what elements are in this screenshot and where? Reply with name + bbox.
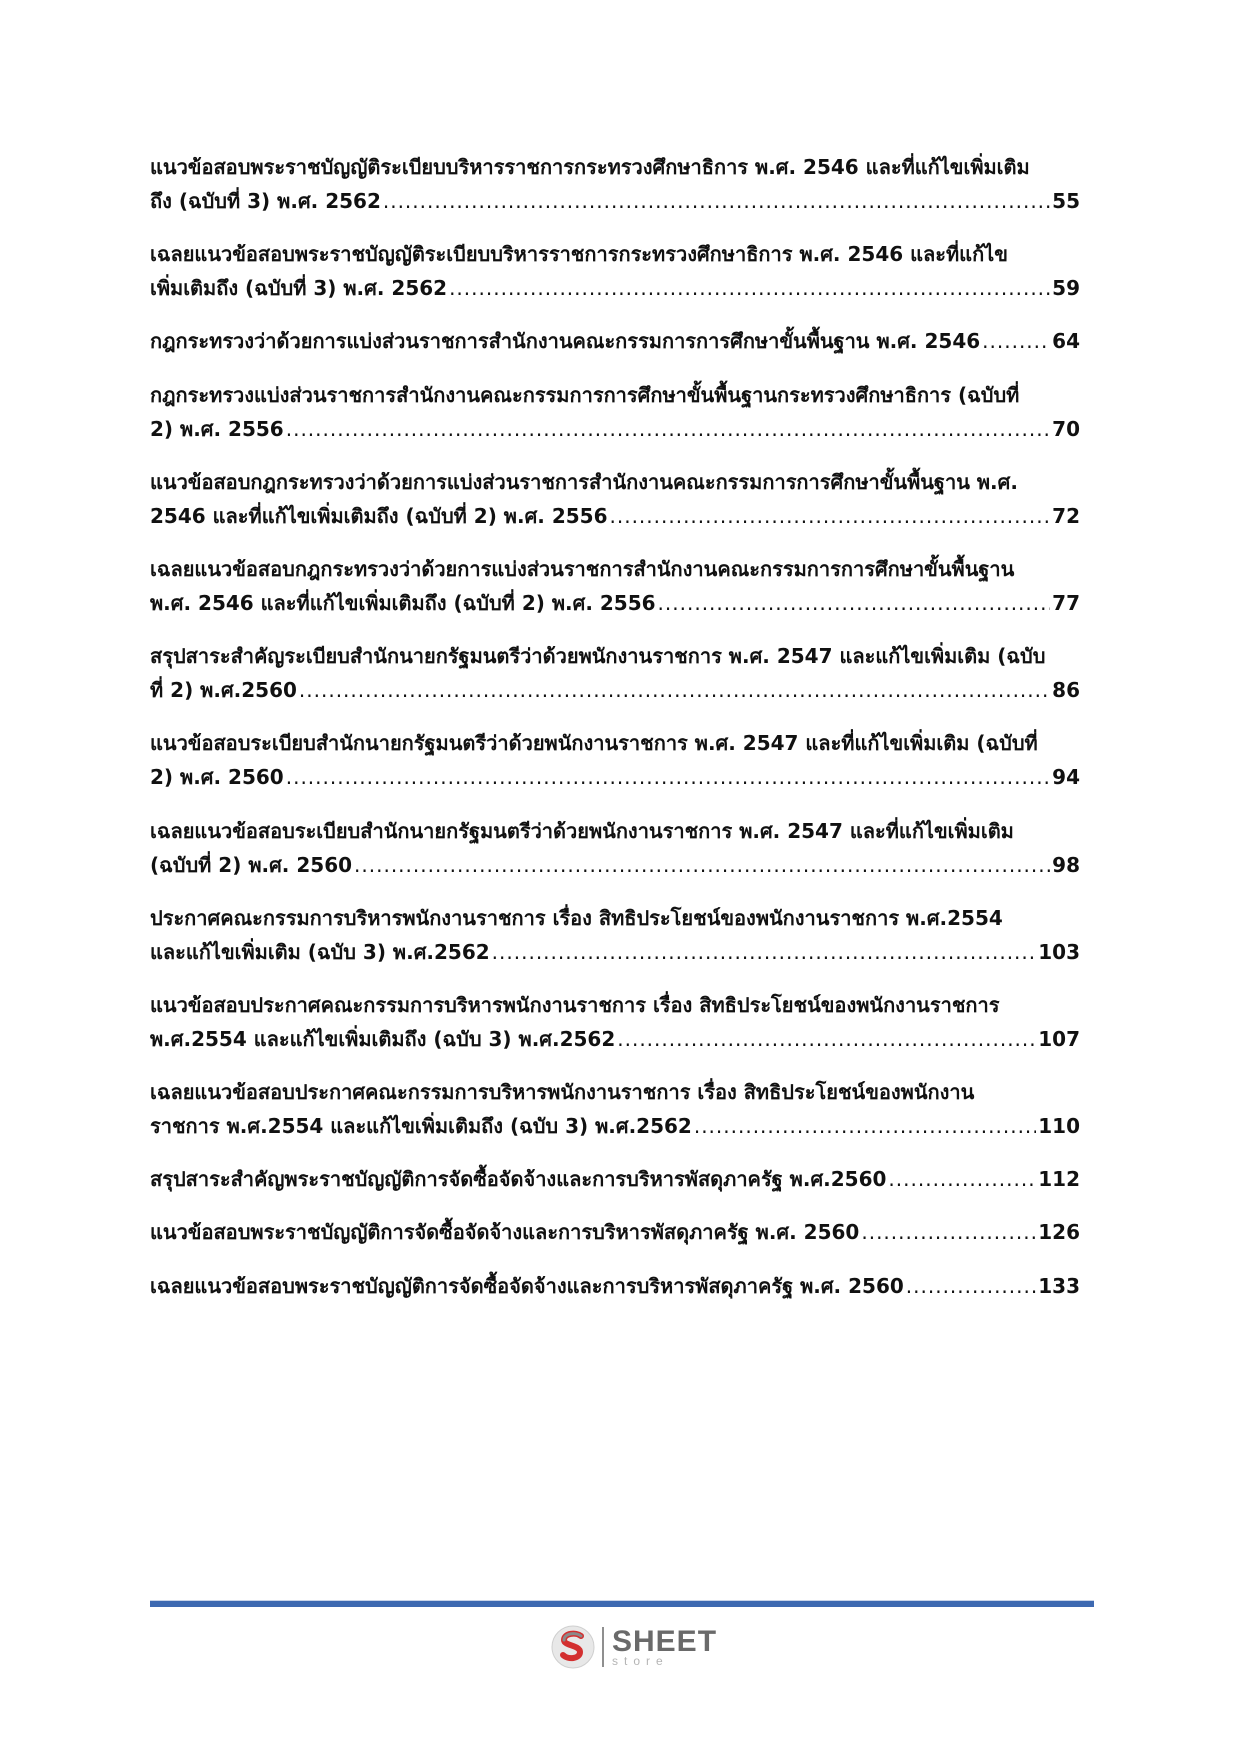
toc-entry-title-line: พ.ศ. 2546 และที่แก้ไขเพิ่มเติมถึง (ฉบับที่ 2) พ.ศ. 2556 [150, 590, 656, 615]
toc-entry[interactable] [150, 1075, 1080, 1143]
toc-dot-leader [617, 1022, 1036, 1056]
toc-dot-leader [383, 184, 1050, 218]
toc-entry[interactable] [150, 150, 1080, 218]
toc-entry-title-line: แนวข้อสอบพระราชบัญญัติการจัดซื้อจัดจ้างและการบริหารพัสดุภาครัฐ พ.ศ. 2560 [150, 1220, 860, 1245]
toc-dot-leader [982, 324, 1050, 358]
toc-page-number: 112 [1038, 1167, 1080, 1192]
toc-entry[interactable] [150, 465, 1080, 533]
toc-dot-leader [299, 673, 1050, 707]
toc-entry-title-line: เฉลยแนวข้อสอบพระราชบัญญัติการจัดซื้อจัดจ้างและการบริหารพัสดุภาครัฐ พ.ศ. 2560 [150, 1273, 904, 1298]
toc-page-number: 72 [1052, 503, 1080, 528]
toc-entry-title-line: สรุปสาระสำคัญพระราชบัญญัติการจัดซื้อจัดจ้างและการบริหารพัสดุภาครัฐ พ.ศ.2560 [150, 1167, 887, 1192]
toc-page-number: 55 [1052, 189, 1080, 213]
toc-entry-title-line: เพิ่มเติมถึง (ฉบับที่ 3) พ.ศ. 2562 [150, 276, 448, 301]
toc-entry[interactable] [150, 1162, 1080, 1196]
toc-entry-last-line [150, 586, 1080, 620]
toc-entry[interactable] [150, 988, 1080, 1056]
toc-entry-title-line: พ.ศ.2554 และแก้ไขเพิ่มเติมถึง (ฉบับ 3) พ.ศ.2562 [150, 1026, 616, 1051]
toc-entry-last-line [150, 1109, 1080, 1143]
logo-separator [602, 1627, 604, 1667]
toc-entry-title-line: ราชการ พ.ศ.2554 และแก้ไขเพิ่มเติมถึง (ฉบับ 3) พ.ศ.2562 [150, 1114, 692, 1139]
toc-dot-leader [449, 271, 1050, 305]
toc-entry[interactable] [150, 324, 1080, 358]
toc-entry-title-line: ประกาศคณะกรรมการบริหารพนักงานราชการ เรื่อง สิทธิประโยชน์ของพนักงานราชการ พ.ศ.2554 [150, 905, 1003, 930]
logo-word: SHEET [612, 1625, 718, 1658]
toc-page-number: 77 [1052, 590, 1080, 615]
toc-entry-title-line: เฉลยแนวข้อสอบระเบียบสำนักนายกรัฐมนตรีว่าด้วยพนักงานราชการ พ.ศ. 2547 และที่แก้ไขเพิ่มเติม [150, 818, 1014, 843]
toc-entry-title-line: สรุปสาระสำคัญระเบียบสำนักนายกรัฐมนตรีว่าด้วยพนักงานราชการ พ.ศ. 2547 และแก้ไขเพิ่มเติม (ฉบับ [150, 644, 1046, 669]
toc-entry-last-line [150, 935, 1080, 969]
sheet-store-logo-icon [550, 1624, 596, 1670]
toc-entry[interactable] [150, 378, 1080, 446]
toc-page-number: 70 [1052, 416, 1080, 441]
toc-entry-title-line: กฎกระทรวงว่าด้วยการแบ่งส่วนราชการสำนักงานคณะกรรมการการศึกษาขั้นพื้นฐาน พ.ศ. 2546 [150, 329, 981, 354]
table-of-contents [150, 150, 1080, 1322]
toc-entry[interactable] [150, 237, 1080, 305]
toc-page-number: 103 [1038, 939, 1080, 964]
toc-dot-leader [658, 586, 1051, 620]
toc-dot-leader [286, 412, 1050, 446]
toc-dot-leader [861, 1215, 1036, 1249]
toc-entry-last-line [150, 1022, 1080, 1056]
toc-entry-last-line [150, 1269, 1080, 1303]
toc-entry-last-line [150, 324, 1080, 358]
toc-entry-title-line: เฉลยแนวข้อสอบกฎกระทรวงว่าด้วยการแบ่งส่วนราชการสำนักงานคณะกรรมการการศึกษาขั้นพื้นฐาน [150, 556, 1015, 581]
toc-entry-title-line: กฎกระทรวงแบ่งส่วนราชการสำนักงานคณะกรรมการการศึกษาขั้นพื้นฐานกระทรวงศึกษาธิการ (ฉบับที่ [150, 382, 1020, 407]
logo-sub: store [612, 1654, 669, 1668]
toc-entry-title-line: แนวข้อสอบพระราชบัญญัติระเบียบบริหารราชการกระทรวงศึกษาธิการ พ.ศ. 2546 และที่แก้ไขเพิ่มเติม [150, 155, 1030, 179]
toc-page-number: 59 [1052, 276, 1080, 301]
toc-entry-title-line: แนวข้อสอบประกาศคณะกรรมการบริหารพนักงานราชการ เรื่อง สิทธิประโยชน์ของพนักงานราชการ [150, 992, 1000, 1017]
toc-page-number: 110 [1038, 1114, 1080, 1139]
toc-entry-title-line: แนวข้อสอบระเบียบสำนักนายกรัฐมนตรีว่าด้วยพนักงานราชการ พ.ศ. 2547 และที่แก้ไขเพิ่มเติม (ฉบับที่ [150, 731, 1038, 756]
toc-entry[interactable] [150, 1215, 1080, 1249]
toc-entry-last-line [150, 1162, 1080, 1196]
toc-page-number: 133 [1038, 1273, 1080, 1298]
toc-page-number: 86 [1052, 678, 1080, 703]
toc-entry[interactable] [150, 726, 1080, 794]
footer-divider [150, 1600, 1094, 1607]
toc-entry-title-line: 2546 และที่แก้ไขเพิ่มเติมถึง (ฉบับที่ 2) พ.ศ. 2556 [150, 503, 608, 528]
logo-wordmark [612, 1627, 717, 1667]
toc-page-number: 107 [1038, 1026, 1080, 1051]
toc-entry-title-line: 2) พ.ศ. 2556 [150, 416, 284, 441]
toc-entry-title-line: เฉลยแนวข้อสอบประกาศคณะกรรมการบริหารพนักงานราชการ เรื่อง สิทธิประโยชน์ของพนักงาน [150, 1080, 975, 1105]
toc-page-number: 126 [1038, 1220, 1080, 1245]
toc-entry[interactable] [150, 639, 1080, 707]
toc-entry-title-line: และแก้ไขเพิ่มเติม (ฉบับ 3) พ.ศ.2562 [150, 939, 490, 964]
toc-entry-last-line [150, 848, 1080, 882]
toc-entry-last-line [150, 271, 1080, 305]
toc-dot-leader [610, 499, 1051, 533]
toc-entry[interactable] [150, 552, 1080, 620]
toc-entry-last-line [150, 499, 1080, 533]
toc-dot-leader [694, 1109, 1036, 1143]
toc-page-number: 94 [1052, 765, 1080, 790]
toc-dot-leader [906, 1269, 1036, 1303]
toc-entry-title-line: 2) พ.ศ. 2560 [150, 765, 284, 790]
toc-entry-title-line: ที่ 2) พ.ศ.2560 [150, 678, 297, 703]
toc-dot-leader [492, 935, 1037, 969]
toc-entry-last-line [150, 1215, 1080, 1249]
toc-entry-title-line: แนวข้อสอบกฎกระทรวงว่าด้วยการแบ่งส่วนราชการสำนักงานคณะกรรมการการศึกษาขั้นพื้นฐาน พ.ศ. [150, 469, 1018, 494]
toc-dot-leader [888, 1162, 1036, 1196]
toc-page-number: 98 [1052, 852, 1080, 877]
toc-entry-title-line: ถึง (ฉบับที่ 3) พ.ศ. 2562 [150, 189, 381, 213]
toc-entry-last-line [150, 412, 1080, 446]
toc-dot-leader [286, 760, 1050, 794]
toc-entry[interactable] [150, 901, 1080, 969]
toc-entry-last-line [150, 673, 1080, 707]
toc-entry[interactable] [150, 1269, 1080, 1303]
toc-entry-last-line [150, 184, 1080, 218]
sheet-store-logo [550, 1622, 717, 1672]
toc-page-number: 64 [1052, 329, 1080, 354]
toc-entry[interactable] [150, 814, 1080, 882]
toc-entry-title-line: เฉลยแนวข้อสอบพระราชบัญญัติระเบียบบริหารราชการกระทรวงศึกษาธิการ พ.ศ. 2546 และที่แก้ไข [150, 242, 1008, 267]
toc-entry-title-line: (ฉบับที่ 2) พ.ศ. 2560 [150, 852, 353, 877]
toc-dot-leader [354, 848, 1050, 882]
toc-entry-last-line [150, 760, 1080, 794]
